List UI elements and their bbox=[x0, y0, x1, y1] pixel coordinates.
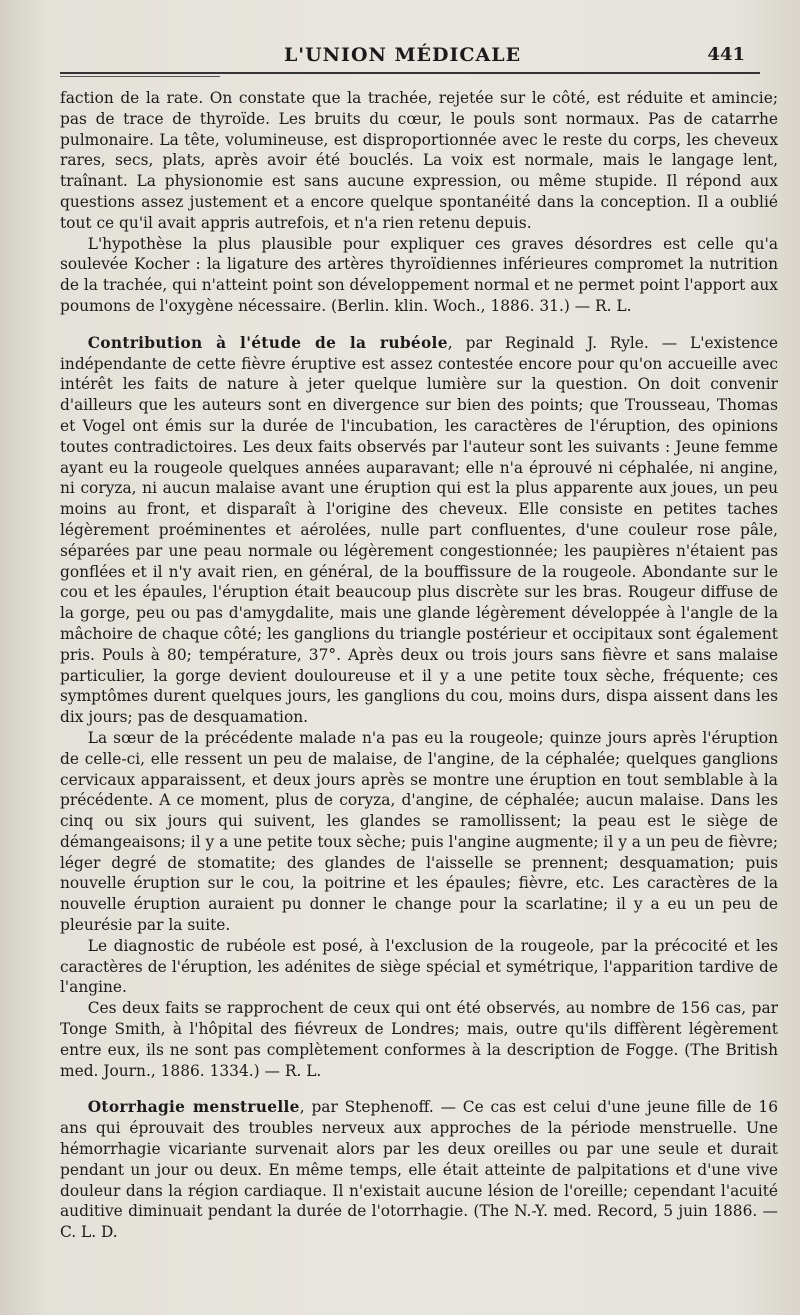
section-title-otorrhagie: Otorrhagie menstruelle bbox=[87, 1098, 300, 1117]
paragraph-rubeole-intro bbox=[60, 333, 778, 728]
paragraph-otorrhagie bbox=[60, 1097, 778, 1243]
paragraph-trachea-observation: faction de la rate. On constate que la trachée, rejetée sur le côté, est réduite et amincie; pas de trace de thyroïde. Les bruits du cœur, le pouls sont normaux. Pas de catarrhe pulmonaire. La tête, volumineuse, est disproportionnée avec le reste du corps, les cheveux rares, secs, plats, après avoir été bouclés. La voix est normale, mais le langage lent, traînant. La physionomie est sans aucune expression, ou même stupide. Il répond aux questions assez justement et a encore quelque spontanéité dans la conception. Il a oublié tout ce qu'il avait appris autrefois, et n'a rien retenu depuis. bbox=[60, 89, 778, 232]
article-body bbox=[60, 88, 778, 1243]
section-title-rubeole: Contribution à l'étude de la rubéole bbox=[87, 333, 448, 352]
running-title: L'UNION MÉDICALE bbox=[283, 44, 522, 66]
paragraph-sister-case: La sœur de la précédente malade n'a pas eu la rougeole; quinze jours après l'éruption de celle-ci, elle ressent un peu de malaise, de l'angine, de la céphalée; quelques ganglions cervicaux apparaissent, et deux jours après se montre une éruption en tout semblable à la précédente. A ce moment, plus de coryza, d'angine, de céphalée; aucun malaise. Dans les cinq ou six jours qui suivent, les glandes se ramollissent; la peau est le siège de démangeaisons; il y a une petite toux sèche; puis l'angine augmente; il y a un peu de fièvre; léger degré de stomatite; des glandes de l'aisselle se prennent; desquamation; puis nouvelle éruption sur le cou, la poitrine et les épaules; fièvre, etc. Les caractères de la nouvelle éruption auraient pu donner le change pour la scarlatine; il y a eu un peu de pleurésie par la suite. bbox=[60, 728, 778, 935]
section-author-rubeole: , par Reginald J. Ryle. — bbox=[447, 333, 691, 352]
page-header bbox=[60, 40, 745, 72]
header-rule bbox=[60, 72, 760, 74]
section-author-otorrhagie: , par Stephenoff. — bbox=[299, 1098, 463, 1117]
page-number: 441 bbox=[707, 44, 745, 65]
section-text-rubeole: L'existence indépendante de cette fièvre éruptive est assez contestée encore pour qu'on accueille avec intérêt les faits de nature à jeter quelque lumière sur la question. On doit convenir d'ailleurs que les auteurs sont en divergence sur bien des points; que Trousseau, Thomas et Vogel ont émis sur la durée de l'incubation, les caractères de l'éruption, des opinions toutes contradictoires. Les deux faits observés par l'auteur sont les suivants : Jeune femme ayant eu la rougeole quelques années auparavant; elle n'a éprouvé ni céphalée, ni angine, ni coryza, ni aucun malaise avant une éruption qui est la plus apparente aux joues, un peu moins au front, et disparaît à l'origine des cheveux. Elle consiste en petites taches légèrement proéminentes et aérolées, nulle part confluentes, d'une couleur rose pâle, séparées par une peau normale ou légèrement congestionnée; les paupières n'étaient pas gonflées et il n'y avait rien, en général, de la bouffissure de la rougeole. Abondante sur le cou et les épaules, l'éruption était beaucoup plus discrète sur les bras. Rougeur diffuse de la gorge, peu ou pas d'amygdalite, mais une glande légèrement développée à l'angle de la mâchoire de chaque côté; les ganglions du triangle postérieur et occipitaux sont également pris. Pouls à 80; température, 37°. Après deux ou trois jours sans fièvre et sans malaise particulier, la gorge devient douloureuse et il y a une petite toux sèche, fréquente; ces symptômes durent quelques jours, les ganglions du cou, moins durs, dispa aissent dans les dix jours; pas de desquamation. bbox=[60, 333, 779, 727]
paragraph-kocher-hypothesis: L'hypothèse la plus plausible pour expliquer ces graves désordres est celle qu'a soulevée Kocher : la ligature des artères thyroïdiennes inférieures compromet la nutrition de la trachée, qui n'atteint point son développement normal et ne permet point l'apport aux poumons de l'oxygène nécessaire. (Berlin. klin. Woch., 1886. 31.) — R. L. bbox=[60, 234, 778, 315]
section-text-otorrhagie: Ce cas est celui d'une jeune fille de 16 ans qui éprouvait des troubles nerveux aux approches de la période menstruelle. Une hémorrhagie vicariante survenait alors par les deux oreilles ou par une seule et durait pendant un jour ou deux. En même temps, elle était atteinte de palpitations et d'une vive douleur dans la région cardiaque. Il n'existait aucune lésion de l'oreille; cependant l'acuité auditive diminuait pendant la durée de l'otorrhagie. (The N.-Y. med. Record, 5 juin 1886. — C. L. D. bbox=[60, 1098, 779, 1242]
header-rule-secondary bbox=[60, 76, 220, 77]
paragraph-comparison: Ces deux faits se rapprochent de ceux qui ont été observés, au nombre de 156 cas, par Tonge Smith, à l'hôpital des fiévreux de Londres; mais, outre qu'ils diffèrent légèrement entre eux, ils ne sont pas complètement conformes à la description de Fogge. (The British med. Journ., 1886. 1334.) — R. L. bbox=[60, 999, 778, 1080]
paragraph-diagnosis: Le diagnostic de rubéole est posé, à l'exclusion de la rougeole, par la précocité et les caractères de l'éruption, les adénites de siège spécial et symétrique, l'apparition tardive de l'angine. bbox=[60, 936, 778, 997]
